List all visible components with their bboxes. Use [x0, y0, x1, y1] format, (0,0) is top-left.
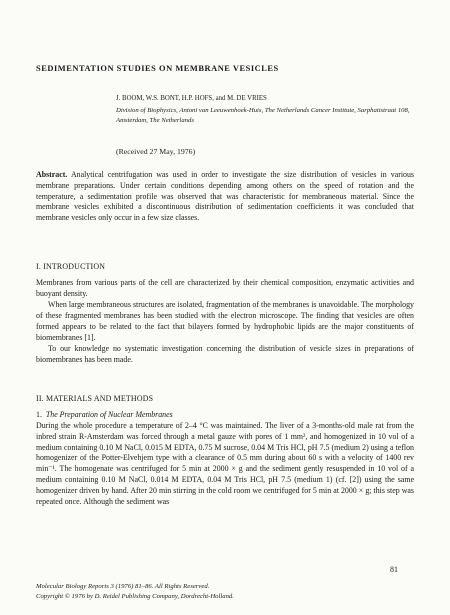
introduction-body	[36, 278, 414, 367]
subsection-title: The Preparation of Nuclear Membranes	[45, 410, 173, 419]
section-heading-methods: II. MATERIALS AND METHODS	[36, 394, 154, 403]
paragraph: Membranes from various parts of the cell are characterized by their chemical composition, enzymatic activities and buoyant density.	[36, 278, 414, 298]
methods-paragraph: During the whole procedure a temperature of 2–4 °C was maintained. The liver of a 3-months-old male rat from the inbred strain R-Amsterdam was forced through a metal gauze with pores of 1 mm², and homogenized in 10 vol of a medium containing 0.10 M NaCl, 0.015 M EDTA, 0.75 M sucrose, 0.04 M Tris HCl, pH 7.5 (medium 2) using a teflon homogenizer of the Potter-Elvehjem type with a clearance of 0.5 mm during about 60 s with a velocity of 1400 rev min⁻¹. The homogenate was centrifuged for 5 min at 2000 × g and the sediment gently resuspended in 10 vol of a medium containing 0.10 M NaCl, 0.014 M EDTA, 0.04 M Tris HCl, pH 7.5 (medium 1) (cf. [2]) using the same homogenizer driven by hand. After 20 min stirring in the cold room we centrifuged for 5 min at 2000 × g; this step was repeated once. Although the sediment was	[36, 421, 414, 506]
journal-citation: Molecular Biology Reports 3 (1976) 81–86. All Rights Reserved.	[36, 583, 210, 590]
affiliation: Division of Biophysics, Antoni van Leeuwenhoek-Huis, The Netherlands Cancer Institute, Sarphatistraat 108, Amsterdam, The Netherlands	[116, 107, 410, 124]
abstract-text: Analytical centrifugation was used in order to investigate the size distribution of vesicles in various membrane preparations. Under certain conditions depending among others on the speed of rotation and the temperature, a sedimentation profile was observed that was characteristic for membraneous material. Since the membrane vesicles exhibited a discontinuous distribution of sedimentation coefficients it was concluded that membrane vesicles only occur in a few size classes.	[36, 170, 414, 223]
paper-title: SEDIMENTATION STUDIES ON MEMBRANE VESICLES	[36, 64, 279, 73]
paragraph: To our knowledge no systematic investigation concerning the distribution of vesicle sizes in preparations of biomembranes has been made.	[36, 344, 414, 365]
subsection-heading	[36, 410, 173, 419]
author-list: J. BOOM, W.S. BONT, H.P. HOFS, and M. DE VRIES	[116, 95, 267, 102]
copyright-notice: Copyright © 1976 by D. Reidel Publishing Company, Dordrecht-Holland.	[36, 592, 234, 600]
paragraph: When large membraneous structures are isolated, fragmentation of the membranes is unavoidable. The morphology of these fragmented membranes has been studied with the electron microscope. The finding that vesicles are often formed appears to be related to the fact that bilayers formed by hydrophobic lipids are the major constituents of biomembranes [1].	[36, 300, 414, 342]
page-number: 81	[390, 565, 398, 574]
section-heading-introduction: I. INTRODUCTION	[36, 262, 106, 271]
abstract	[36, 170, 414, 224]
abstract-label: Abstract.	[36, 170, 68, 179]
received-date: (Received 27 May, 1976)	[116, 147, 196, 156]
footer	[36, 582, 414, 601]
subsection-number: 1.	[36, 410, 42, 419]
